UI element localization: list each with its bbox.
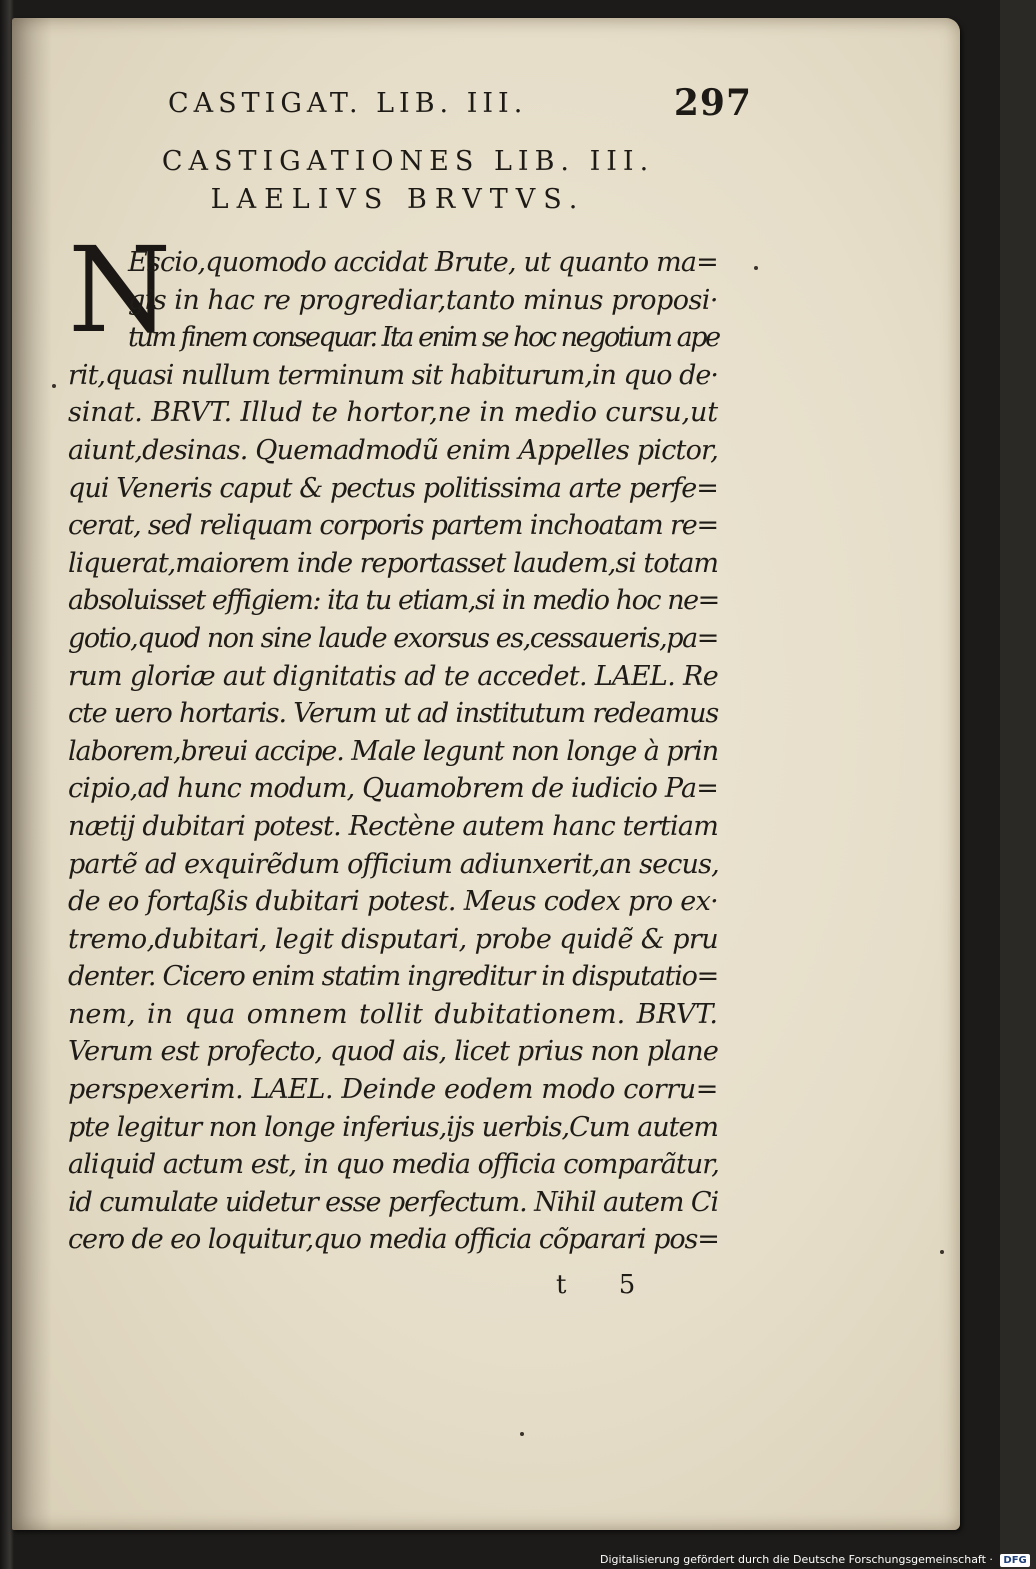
text-line: cero de eo loquitur,quo media officia cõparari pos=: [68, 1224, 719, 1256]
text-line: nætij dubitari potest. Rectène autem hanc tertiam: [68, 810, 718, 842]
text-line: Escio,quomodo accidat Brute, ut quanto ma=: [128, 247, 718, 278]
text-line: sinat. BRVT. Illud te hortor,ne in medio cursu,ut: [68, 397, 718, 429]
text-line: partẽ ad exquirẽdum officium adiunxerit,an secus,: [68, 848, 719, 880]
text-line: gis in hac re progrediar,tanto minus proposi·: [128, 284, 718, 316]
text-line: cte uero hortaris. Verum ut ad institutum redeamus: [68, 698, 718, 730]
text-line: laborem,breui accipe. Male legunt non longe à prin: [68, 735, 718, 767]
text-line: liquerat,maiorem inde reportasset laudem,si totam: [68, 547, 718, 579]
text-line: aiunt,desinas. Quemadmodũ enim Appelles pictor,: [68, 434, 718, 466]
drop-cap: N: [68, 221, 172, 359]
running-head: [168, 84, 758, 134]
dfg-logo: DFG: [1000, 1554, 1029, 1567]
section-speakers: LAELIVS BRVTVS.: [210, 184, 586, 215]
paper-speck: [754, 266, 758, 270]
text-line: denter. Cicero enim statim ingreditur in disputatio=: [68, 961, 718, 993]
text-line: id cumulate uidetur esse perfectum. Nihil autem Ci: [68, 1186, 718, 1218]
text-line: Verum est profecto, quod ais, licet prius non plane: [68, 1036, 718, 1068]
paper-speck: [52, 384, 56, 388]
text-line: perspexerim. LAEL. Deinde eodem modo corru=: [68, 1074, 718, 1106]
paper-speck: [520, 1432, 524, 1436]
section-title: CASTIGATIONES LIB. III.: [161, 146, 655, 177]
text-line: cerat, sed reliquam corporis partem inchoatam re=: [68, 510, 718, 542]
text-line: tum finem consequar. Ita enim se hoc negotium ape: [128, 322, 719, 354]
text-line: rit,quasi nullum terminum sit habiturum,in quo de·: [68, 359, 718, 391]
body-text: [68, 244, 718, 1259]
paper-speck: [940, 1250, 944, 1254]
running-title: CASTIGAT. LIB. III.: [168, 88, 528, 119]
page-number: 297: [673, 82, 752, 124]
text-line: aliquid actum est, in quo media officia comparãtur,: [68, 1149, 719, 1181]
digitization-credit: [600, 1550, 1027, 1569]
text-line: pte legitur non longe inferius,ijs uerbis,Cum autem: [68, 1111, 718, 1143]
text-line: de eo fortaßis dubitari potest. Meus codex pro ex·: [68, 886, 718, 918]
text-line: tremo,dubitari, legit disputari, probe quidẽ & pru: [68, 923, 718, 955]
text-line: gotio,quod non sine laude exorsus es,cessaueris,pa=: [68, 622, 718, 654]
text-line: cipio,ad hunc modum, Quamobrem de iudicio Pa=: [68, 773, 718, 805]
signature-mark: t 5: [556, 1270, 658, 1300]
text-line: qui Veneris caput & pectus politissima arte perfe=: [68, 472, 718, 504]
text-line: nem, in qua omnem tollit dubitationem. BRVT.: [68, 998, 718, 1030]
text-line: rum gloriæ aut dignitatis ad te accedet. LAEL. Re: [68, 660, 718, 692]
credit-text: Digitalisierung gefördert durch die Deutsche Forschungsgemeinschaft ·: [600, 1553, 993, 1566]
text-line: absoluisset effigiem: ita tu etiam,si in medio hoc ne=: [68, 585, 719, 617]
